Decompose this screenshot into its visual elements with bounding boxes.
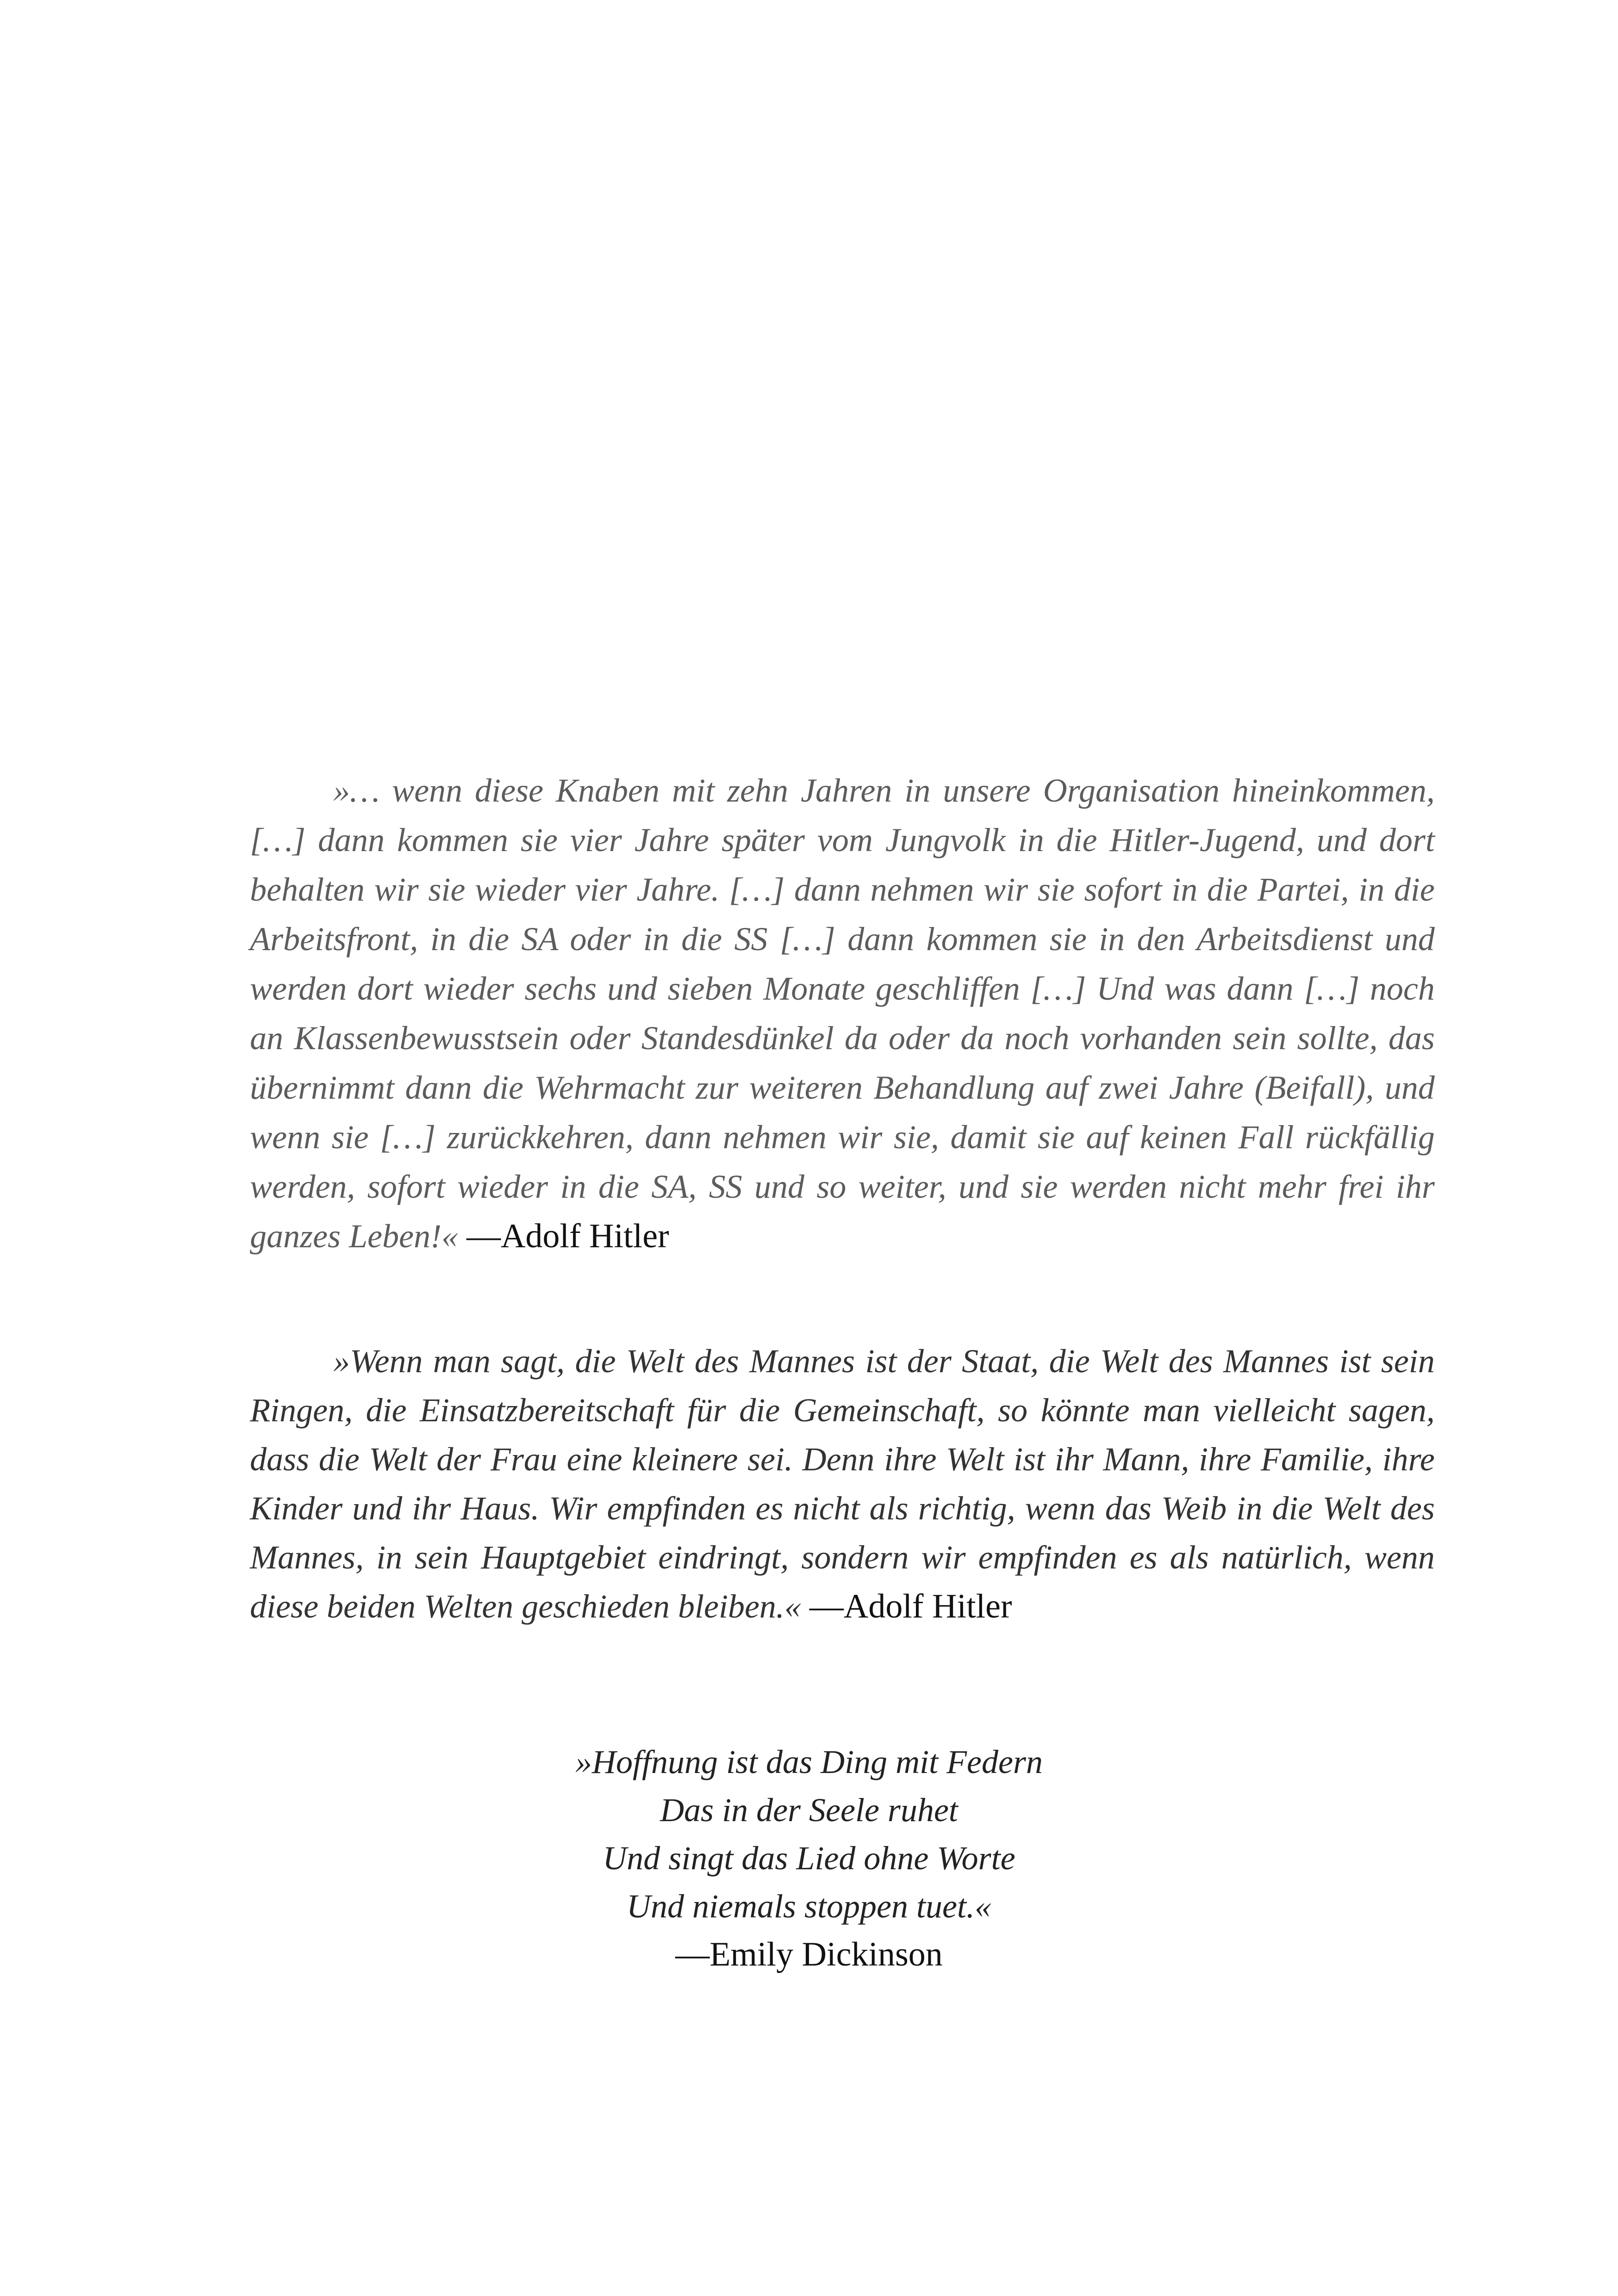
quote-attribution: —Adolf Hitler [809, 1587, 1012, 1625]
poem-line: Und niemals stoppen tuet.« [627, 1888, 991, 1925]
quote-block [250, 1337, 1435, 1631]
poem-line: »Hoffnung ist das Ding mit Federn [575, 1743, 1043, 1780]
poem-attribution: —Emily Dickinson [675, 1935, 943, 1973]
poem-line: Das in der Seele ruhet [660, 1792, 958, 1829]
poem-line: Und singt das Lied ohne Worte [603, 1840, 1015, 1877]
quote-block [250, 766, 1435, 1261]
quote-attribution: —Adolf Hitler [466, 1217, 669, 1255]
poem-block [0, 1738, 1618, 1979]
quote-text: »Wenn man sagt, die Welt des Mannes ist der Staat, die Welt des Mannes ist sein Ringen, die Einsatzbereitschaft für die Gemeinschaft, so könnte man vielleicht sagen, dass die Welt der Frau eine kleinere sei. Denn ihre Welt ist ihr Mann, ihre Familie, ihre Kinder und ihr Haus. Wir empfinden es nicht als richtig, wenn das Weib in die Welt des Mannes, in sein Hauptgebiet eindringt, sondern wir empfinden es als natürlich, wenn diese beiden Welten geschieden bleiben.« [250, 1343, 1435, 1625]
quote-text: »… wenn diese Knaben mit zehn Jahren in unsere Organisation hineinkommen, […] dann kommen sie vier Jahre später vom Jungvolk in die Hitler-Jugend, und dort behalten wir sie wieder vier Jahre. […] dann nehmen wir sie sofort in die Partei, in die Arbeitsfront, in die SA oder in die SS […] dann kommen sie in den Arbeitsdienst und werden dort wieder sechs und sieben Monate geschliffen […] Und was dann […] noch an Klassenbewusstsein oder Standesdünkel da oder da noch vorhanden sein sollte, das übernimmt dann die Wehrmacht zur weiteren Behandlung auf zwei Jahre (Beifall), und wenn sie […] zurückkehren, dann nehmen wir sie, damit sie auf keinen Fall rückfällig werden, sofort wieder in die SA, SS und so weiter, und sie werden nicht mehr frei ihr ganzes Leben!« [250, 772, 1435, 1255]
